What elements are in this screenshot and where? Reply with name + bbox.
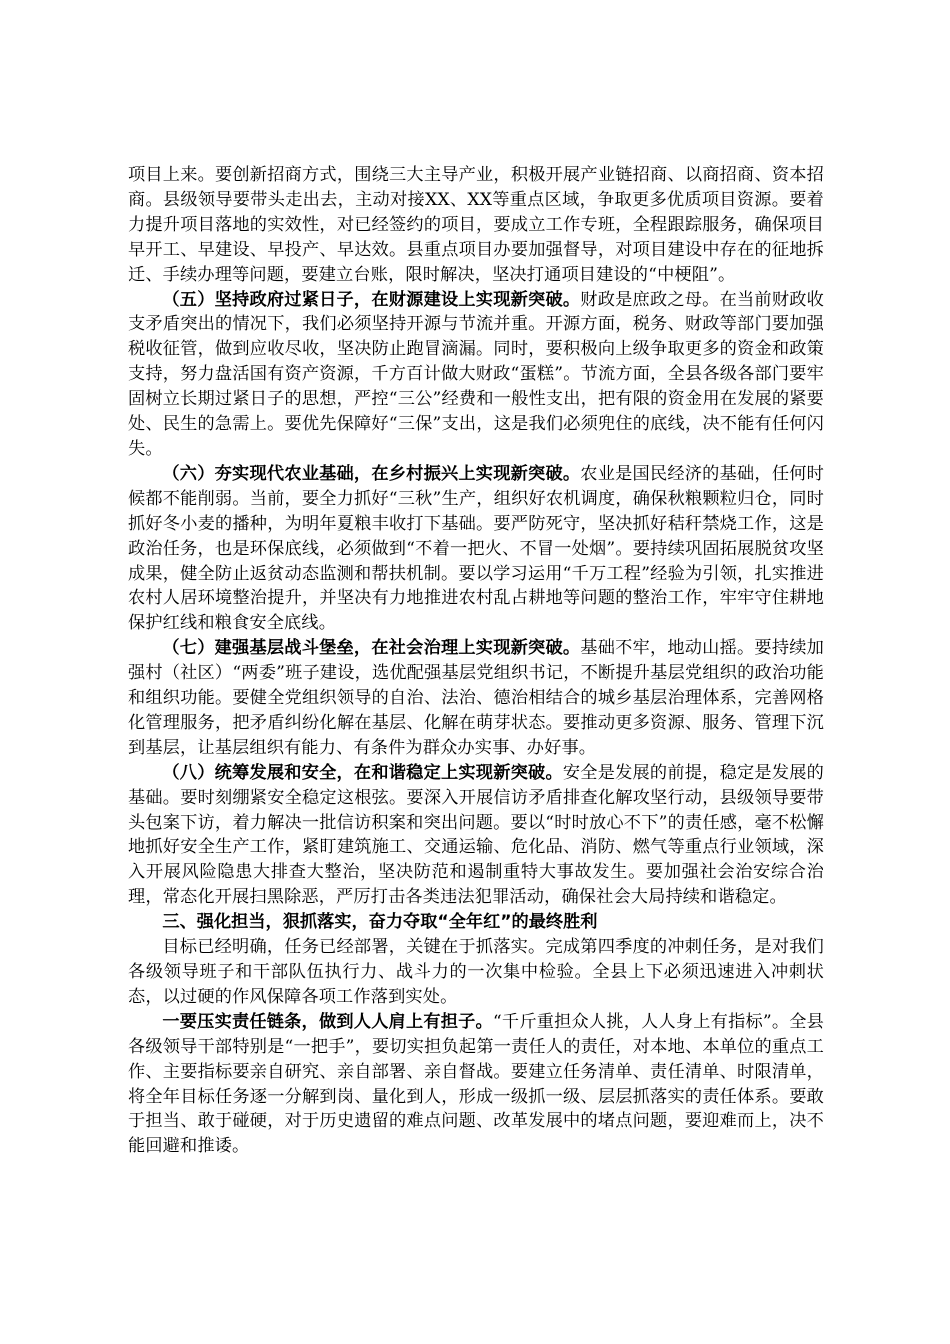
paragraph-project-continuation xyxy=(128,163,824,288)
paragraph-grassroots xyxy=(128,636,824,761)
paragraph-fiscal xyxy=(128,288,824,462)
paragraph-lead: （七）建强基层战斗堡垒，在社会治理上实现新突破。 xyxy=(162,638,581,659)
paragraph-agriculture xyxy=(128,462,824,636)
paragraph-lead: （五）坚持政府过紧日子，在财源建设上实现新突破。 xyxy=(162,289,581,310)
paragraph-body: 项目上来。要创新招商方式，围绕三大主导产业，积极开展产业链招商、以商招商、资本招商。县级领导要带头走出去，主动对接XX、XX等重点区域，争取更多优质项目资源。要着力提升项目落地的实效性，对已经签约的项目，要成立工作专班，全程跟踪服务，确保项目早开工、早建设、早投产、早达效。县重点项目办要加强督导，对项目建设中存在的征地拆迁、手续办理等问题，要建立台账，限时解决，坚决打通项目建设的“中梗阻”。 xyxy=(128,165,824,285)
paragraph-body: 安全是发展的前提，稳定是发展的基础。要时刻绷紧安全稳定这根弦。要深入开展信访矛盾排查化解攻坚行动，县级领导要带头包案下访，着力解决一批信访积案和突出问题。要以“时时放心不下”的责任感，毫不松懈地抓好安全生产工作，紧盯建筑施工、交通运输、危化品、消防、燃气等重点行业领域，深入开展风险隐患大排查大整治，坚决防范和遏制重特大事故发生。要加强社会治安综合治理，常态化开展扫黑除恶，严厉打击各类违法犯罪活动，确保社会大局持续和谐稳定。 xyxy=(128,762,824,908)
paragraph-body: 农业是国民经济的基础，任何时候都不能削弱。当前，要全力抓好“三秋”生产，组织好农机调度，确保秋粮颗粒归仓，同时抓好冬小麦的播种，为明年夏粮丰收打下基础。要严防死守，坚决抓好秸秆禁烧工作，这是政治任务，也是环保底线，必须做到“不着一把火、不冒一处烟”。要持续巩固拓展脱贫攻坚成果，健全防止返贫动态监测和帮扶机制。要以学习运用“千万工程”经验为引领，扎实推进农村人居环境整治提升，并坚决有力地推进农村乱占耕地等问题的整治工作，牢牢守住耕地保护红线和粮食安全底线。 xyxy=(128,463,824,634)
section-heading: 三、强化担当，狠抓落实，奋力夺取“全年红”的最终胜利 xyxy=(162,912,598,933)
paragraph-safety xyxy=(128,761,824,910)
paragraph-lead: （六）夯实现代农业基础，在乡村振兴上实现新突破。 xyxy=(162,463,581,484)
paragraph-body: 基础不牢，地动山摇。要持续加强村（社区）“两委”班子建设，选优配强基层党组织书记，不断提升基层党组织的政治功能和组织功能。要健全党组织领导的自治、法治、德治相结合的城乡基层治理体系，完善网格化管理服务，把矛盾纠纷化解在基层、化解在萌芽状态。要推动更多资源、服务、管理下沉到基层，让基层组织有能力、有条件为群众办实事、办好事。 xyxy=(128,638,824,758)
paragraph-intro xyxy=(128,935,824,1010)
paragraph-body: “千斤重担众人挑，人人身上有指标”。全县各级领导干部特别是“一把手”，要切实担负起第一责任人的责任，对本地、本单位的重点工作、主要指标要亲自研究、亲自部署、亲自督战。要建立任务清单、责任清单、时限清单，将全年目标任务逐一分解到岗、量化到人，形成一级抓一级、层层抓落实的责任体系。要敢于担当、敢于碰硬，对于历史遗留的难点问题、改革发展中的堵点问题，要迎难而上，决不能回避和推诿。 xyxy=(128,1011,824,1157)
paragraph-body: 财政是庶政之母。在当前财政收支矛盾突出的情况下，我们必须坚持开源与节流并重。开源方面，税务、财政等部门要加强税收征管，做到应收尽收，坚决防止跑冒滴漏。同时，要积极向上级争取更多的资金和政策支持，努力盘活国有资产资源，千方百计做大财政“蛋糕”。节流方面，全县各级各部门要牢固树立长期过紧日子的思想，严控“三公”经费和一般性支出，把有限的资金用在发展的紧要处、民生的急需上。要优先保障好“三保”支出，这是我们必须兜住的底线，决不能有任何闪失。 xyxy=(128,289,824,459)
document-page xyxy=(128,163,824,1159)
paragraph-body: 目标已经明确，任务已经部署，关键在于抓落实。完成第四季度的冲刺任务，是对我们各级领导班子和干部队伍执行力、战斗力的一次集中检验。全县上下必须迅速进入冲刺状态，以过硬的作风保障各项工作落到实处。 xyxy=(128,937,824,1007)
paragraph-responsibility xyxy=(128,1010,824,1159)
paragraph-lead: （八）统筹发展和安全，在和谐稳定上实现新突破。 xyxy=(162,762,563,783)
paragraph-lead: 一要压实责任链条，做到人人肩上有担子。 xyxy=(162,1011,493,1032)
